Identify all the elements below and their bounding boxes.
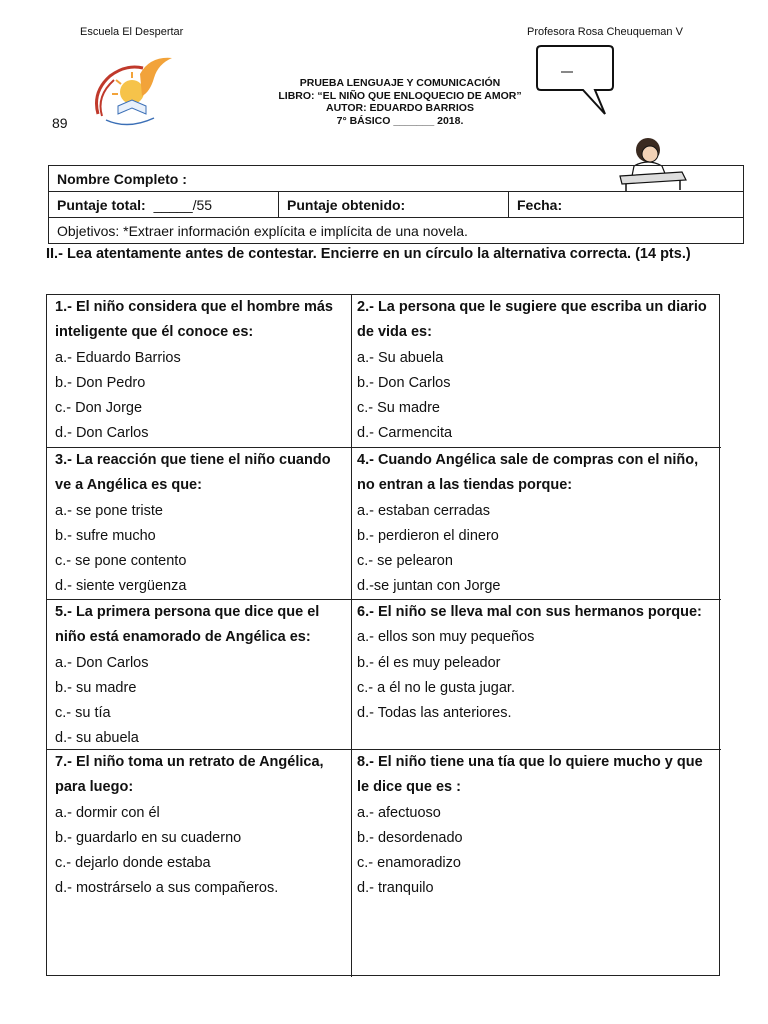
question-cell (351, 599, 721, 749)
question-title: 4.- Cuando Angélica sale de compras con el niño, no entran a las tiendas porque: (357, 452, 699, 494)
answer-option[interactable]: a.- dormir con él (55, 804, 160, 821)
questions-grid (46, 294, 720, 976)
score-row (49, 192, 743, 218)
question-title: 2.- La persona que le sugiere que escriba un diario de vida es: (357, 299, 707, 341)
answer-option[interactable]: d.- Don Carlos (55, 425, 149, 442)
answer-option[interactable]: a.- Don Carlos (55, 654, 149, 671)
answer-option[interactable]: a.- Eduardo Barrios (55, 349, 181, 366)
answer-option[interactable]: c.- se pone contento (55, 553, 187, 570)
answer-option[interactable]: b.- guardarlo en su cuaderno (55, 829, 242, 846)
total-score-cell (49, 192, 278, 217)
answer-option[interactable]: a.- Su abuela (357, 349, 444, 366)
date-field[interactable]: Fecha: (508, 192, 743, 217)
answer-option[interactable]: c.- Don Jorge (55, 400, 143, 417)
question-title: 5.- La primera persona que dice que el niño está enamorado de Angélica es: (55, 604, 320, 646)
objectives-row (49, 218, 743, 243)
question-cell (47, 295, 351, 447)
answer-option[interactable]: d.- tranquilo (357, 880, 434, 897)
question-title: 8.- El niño tiene una tía que lo quiere mucho y que le dice que es : (357, 754, 703, 796)
answer-option[interactable]: d.- mostrárselo a sus compañeros. (55, 880, 279, 897)
exam-grade-line: 7° BÁSICO _______ 2018. (336, 114, 464, 127)
exam-book-line: LIBRO: “EL NIÑO QUE ENLOQUECIO DE AMOR” (278, 89, 522, 102)
answer-option[interactable]: d.- siente vergüenza (55, 578, 187, 595)
objectives-text: Objetivos: *Extraer información explícita e implícita de una novela. (57, 222, 468, 239)
total-score-label: Puntaje total: (57, 196, 146, 213)
question-title: 1.- El niño considera que el hombre más inteligente que él conoce es: (55, 299, 333, 341)
answer-option[interactable]: d.- Todas las anteriores. (357, 705, 512, 722)
student-info-table (48, 165, 744, 244)
answer-option[interactable]: b.- Don Carlos (357, 374, 451, 391)
page-number: 89 (52, 115, 68, 131)
question-cell (351, 295, 721, 447)
exam-title-line: PRUEBA LENGUAJE Y COMUNICACIÓN (299, 77, 501, 89)
answer-option[interactable]: a.- ellos son muy pequeños (357, 629, 535, 646)
question-title: 6.- El niño se lleva mal con sus hermanos porque: (357, 604, 702, 620)
answer-option[interactable]: d.- su abuela (55, 730, 139, 747)
answer-option[interactable]: d.-se juntan con Jorge (357, 578, 501, 595)
question-cell (47, 599, 351, 749)
answer-option[interactable]: a.- se pone triste (55, 502, 163, 519)
answer-option[interactable]: b.- perdieron el dinero (357, 527, 499, 544)
question-title: 3.- La reacción que tiene el niño cuando ve a Angélica es que: (55, 452, 331, 494)
name-row (49, 166, 743, 192)
answer-option[interactable]: c.- a él no le gusta jugar. (357, 679, 515, 696)
exam-author-line: AUTOR: EDUARDO BARRIOS (326, 102, 474, 114)
answer-option[interactable]: b.- él es muy peleador (357, 654, 501, 671)
obtained-score-field[interactable]: Puntaje obtenido: (278, 192, 508, 217)
answer-option[interactable]: a.- estaban cerradas (357, 502, 490, 519)
answer-option[interactable]: c.- se pelearon (357, 553, 453, 570)
question-cell (47, 447, 351, 599)
answer-option[interactable]: a.- afectuoso (357, 804, 441, 821)
speech-bubble-icon (533, 42, 617, 126)
name-field[interactable]: Nombre Completo : (57, 170, 187, 187)
answer-option[interactable]: c.- dejarlo donde estaba (55, 855, 211, 872)
answer-option[interactable]: c.- enamoradizo (357, 855, 461, 872)
question-cell (351, 749, 721, 977)
answer-option[interactable]: d.- Carmencita (357, 425, 453, 442)
question-title: 7.- El niño toma un retrato de Angélica, para luego: (55, 754, 324, 796)
answer-option[interactable]: c.- su tía (55, 705, 111, 722)
answer-option[interactable]: b.- sufre mucho (55, 527, 156, 544)
total-score-value[interactable]: _____/55 (153, 196, 213, 213)
instructions-text: II.- Lea atentamente antes de contestar. Encierre en un círculo la alternativa correcta. (14 pts.) (46, 246, 691, 262)
teacher-name: Profesora Rosa Cheuqueman V (527, 26, 683, 38)
answer-option[interactable]: b.- desordenado (357, 829, 463, 846)
school-logo-icon (88, 52, 180, 136)
answer-option[interactable]: c.- Su madre (357, 400, 440, 417)
school-name: Escuela El Despertar (80, 26, 184, 38)
answer-option[interactable]: b.- Don Pedro (55, 374, 146, 391)
answer-option[interactable]: b.- su madre (55, 679, 137, 696)
question-cell (47, 749, 351, 977)
question-cell (351, 447, 721, 599)
